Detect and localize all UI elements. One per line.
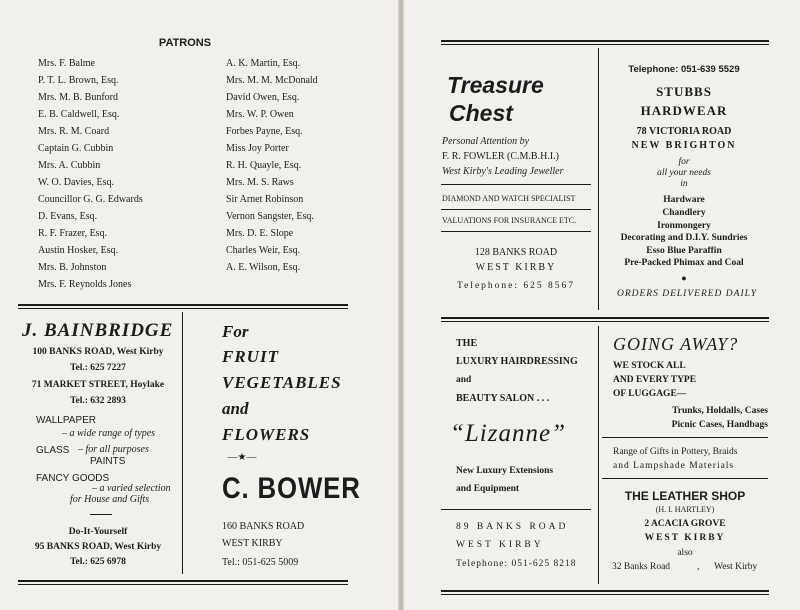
stubbs-needs: all your needs bbox=[657, 168, 711, 178]
stubbs-item: Hardware bbox=[663, 195, 705, 205]
patron-name: Mrs. M. B. Bunford bbox=[38, 92, 119, 103]
bainbridge-fancy-note-1: – a varied selection bbox=[92, 483, 171, 494]
treasure-tagline: West Kirby's Leading Jeweller bbox=[442, 166, 564, 177]
lizanne-address: 89 BANKS ROAD bbox=[456, 522, 569, 532]
stubbs-item: Ironmongery bbox=[657, 221, 711, 231]
treasure-town: WEST KIRBY bbox=[475, 262, 557, 273]
stubbs-item: Esso Blue Paraffin bbox=[646, 246, 722, 256]
short-rule bbox=[441, 184, 591, 185]
treasure-tel: Telephone: 625 8567 bbox=[456, 281, 576, 291]
patron-name: Miss Joy Porter bbox=[226, 143, 289, 154]
bower-vegetables: VEGETABLES bbox=[222, 373, 342, 392]
lizanne-the: THE bbox=[456, 338, 478, 349]
treasure-owner: F. R. FOWLER (C.M.B.H.I.) bbox=[442, 151, 559, 162]
leather-address: 2 ACACIA GROVE bbox=[644, 519, 726, 529]
bainbridge-address-3: 95 BANKS ROAD, West Kirby bbox=[34, 542, 162, 552]
bainbridge-address-1: 100 BANKS ROAD, West Kirby bbox=[32, 347, 164, 357]
patron-name: David Owen, Esq. bbox=[226, 92, 300, 103]
lizanne-extensions: New Luxury Extensions bbox=[456, 466, 554, 476]
stubbs-address: 78 VICTORIA ROAD bbox=[636, 126, 732, 137]
divider-rule bbox=[441, 44, 769, 45]
short-rule bbox=[441, 231, 591, 232]
stubbs-item: Chandlery bbox=[662, 208, 706, 218]
stubbs-item: Pre-Packed Phimax and Coal bbox=[624, 258, 744, 268]
patron-name: Mrs. M. M. McDonald bbox=[226, 75, 318, 86]
treasure-title-2: Chest bbox=[449, 100, 513, 126]
leather-items-2: Picnic Cases, Handbags bbox=[671, 420, 768, 430]
leather-branch-separator: , bbox=[697, 562, 700, 572]
star-divider-icon: —★— bbox=[227, 452, 257, 463]
bower-for: For bbox=[222, 322, 249, 341]
bainbridge-tel-1: Tel.: 625 7227 bbox=[70, 363, 126, 373]
stubbs-tel: Telephone: 051-639 5529 bbox=[628, 64, 740, 75]
patron-name: R. H. Quayle, Esq. bbox=[226, 160, 302, 171]
bainbridge-fancy: FANCY GOODS bbox=[36, 473, 110, 484]
short-rule bbox=[90, 514, 112, 515]
bainbridge-wallpaper: WALLPAPER bbox=[36, 415, 97, 426]
bullet-icon: ● bbox=[681, 273, 687, 283]
leather-stock-2: AND EVERY TYPE bbox=[613, 375, 697, 385]
divider-rule bbox=[18, 584, 348, 585]
leather-range-2: and Lampshade Materials bbox=[613, 461, 735, 471]
leather-branch-town: West Kirby bbox=[714, 562, 758, 572]
patron-name: Mrs. D. E. Slope bbox=[226, 228, 294, 239]
patron-name: D. Evans, Esq. bbox=[38, 211, 98, 222]
leather-owner: (H. I. HARTLEY) bbox=[655, 505, 715, 514]
treasure-address: 128 BANKS ROAD bbox=[474, 247, 558, 258]
short-rule bbox=[441, 209, 591, 210]
divider-rule bbox=[441, 594, 769, 595]
bower-address: 160 BANKS ROAD bbox=[222, 521, 305, 532]
lizanne-equipment: and Equipment bbox=[456, 484, 520, 494]
bower-and: and bbox=[222, 399, 249, 418]
divider-rule bbox=[441, 40, 769, 42]
leather-branch: 32 Banks Road bbox=[612, 562, 671, 572]
patron-name: A. E. Wilson, Esq. bbox=[226, 262, 301, 273]
bower-tel: Tel.: 051-625 5009 bbox=[222, 557, 299, 568]
divider-rule bbox=[441, 317, 769, 319]
bower-flowers: FLOWERS bbox=[222, 425, 311, 444]
patron-name: Vernon Sangster, Esq. bbox=[226, 211, 314, 222]
patrons-title: PATRONS bbox=[158, 37, 212, 49]
bainbridge-wallpaper-note: – a wide range of types bbox=[62, 428, 156, 439]
divider-rule bbox=[18, 580, 348, 582]
bainbridge-glass: GLASS bbox=[36, 445, 70, 456]
column-rule bbox=[598, 48, 599, 310]
lizanne-name: “Lizanne” bbox=[450, 420, 566, 447]
patron-name: Charles Weir, Esq. bbox=[226, 245, 301, 256]
bainbridge-tel-2: Tel.: 632 2893 bbox=[70, 396, 126, 406]
stubbs-item: Decorating and D.I.Y. Sundries bbox=[620, 233, 748, 243]
treasure-title-1: Treasure bbox=[447, 72, 544, 98]
patron-name: Mrs. R. M. Coard bbox=[38, 126, 110, 137]
bower-name: C. BOWER bbox=[222, 472, 361, 505]
leather-stock-1: WE STOCK ALL bbox=[613, 361, 686, 371]
leather-town: WEST KIRBY bbox=[644, 533, 726, 543]
column-rule bbox=[598, 326, 599, 584]
patron-name: Mrs. M. S. Raws bbox=[226, 177, 294, 188]
leather-shop-name: THE LEATHER SHOP bbox=[624, 489, 746, 503]
stubbs-delivery: ORDERS DELIVERED DAILY bbox=[616, 289, 758, 299]
bainbridge-glass-note: – for all purposes bbox=[78, 444, 149, 455]
patron-name: A. K. Martin, Esq. bbox=[226, 58, 301, 69]
leather-also: also bbox=[677, 548, 693, 558]
patron-name: Captain G. Cubbin bbox=[38, 143, 114, 154]
column-rule bbox=[182, 312, 183, 574]
bower-town: WEST KIRBY bbox=[222, 538, 283, 549]
treasure-valuations: VALUATIONS FOR INSURANCE ETC. bbox=[442, 216, 577, 225]
stubbs-town: NEW BRIGHTON bbox=[631, 140, 737, 151]
patron-name: Mrs. W. P. Owen bbox=[226, 109, 294, 120]
lizanne-town: WEST KIRBY bbox=[456, 540, 544, 550]
leather-range-1: Range of Gifts in Pottery, Braids bbox=[613, 447, 738, 457]
short-rule bbox=[441, 509, 591, 510]
leather-heading: GOING AWAY? bbox=[613, 334, 739, 354]
short-rule bbox=[602, 478, 768, 479]
bower-fruit: FRUIT bbox=[222, 347, 279, 366]
patron-name: R. F. Frazer, Esq. bbox=[38, 228, 108, 239]
patron-name: Mrs. F. Balme bbox=[38, 58, 95, 69]
stubbs-in: in bbox=[680, 179, 688, 189]
bainbridge-address-2: 71 MARKET STREET, Hoylake bbox=[31, 380, 165, 390]
bainbridge-paints: PAINTS bbox=[90, 456, 126, 467]
stubbs-name-1: STUBBS bbox=[656, 84, 712, 99]
bainbridge-name: J. BAINBRIDGE bbox=[22, 320, 174, 341]
patron-name: Forbes Payne, Esq. bbox=[226, 126, 303, 137]
divider-rule bbox=[18, 304, 348, 306]
lizanne-and: and bbox=[456, 375, 472, 385]
leather-items-1: Trunks, Holdalls, Cases bbox=[672, 406, 768, 416]
patron-name: W. O. Davies, Esq. bbox=[38, 177, 115, 188]
lizanne-beauty: BEAUTY SALON . . . bbox=[456, 393, 550, 404]
bainbridge-diy: Do-It-Yourself bbox=[68, 527, 128, 537]
lizanne-tel: Telephone: 051-625 8218 bbox=[456, 559, 577, 569]
patron-name: Councillor G. G. Edwards bbox=[38, 194, 143, 205]
patron-name: Austin Hosker, Esq. bbox=[38, 245, 119, 256]
stubbs-for: for bbox=[678, 157, 690, 167]
patron-name: Sir Arnet Robinson bbox=[226, 194, 304, 205]
patron-name: Mrs. B. Johnston bbox=[38, 262, 107, 273]
bainbridge-tel-3: Tel.: 625 6978 bbox=[70, 557, 126, 567]
patron-name: P. T. L. Brown, Esq. bbox=[38, 75, 119, 86]
page-spine bbox=[398, 0, 404, 610]
divider-rule bbox=[18, 308, 348, 309]
patron-name: Mrs. F. Reynolds Jones bbox=[38, 279, 132, 290]
patron-name: Mrs. A. Cubbin bbox=[38, 160, 101, 171]
leather-stock-3: OF LUGGAGE— bbox=[613, 389, 687, 399]
short-rule bbox=[602, 437, 768, 438]
treasure-attention: Personal Attention by bbox=[442, 136, 530, 147]
bainbridge-fancy-note-2: for House and Gifts bbox=[70, 494, 150, 505]
patron-name: E. B. Caldwell, Esq. bbox=[38, 109, 120, 120]
divider-rule bbox=[441, 321, 769, 322]
treasure-specialist: DIAMOND AND WATCH SPECIALIST bbox=[442, 194, 576, 203]
stubbs-name-2: HARDWEAR bbox=[640, 103, 728, 118]
lizanne-luxury: LUXURY HAIRDRESSING bbox=[456, 356, 578, 367]
divider-rule bbox=[441, 590, 769, 592]
